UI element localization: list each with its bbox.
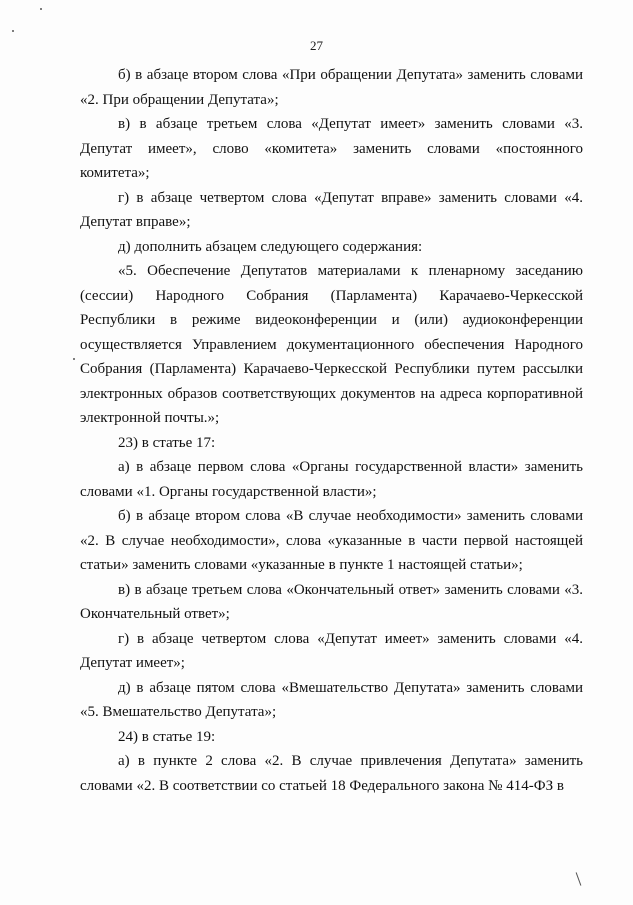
paragraph-art17-v: в) в абзаце третьем слова «Окончательный ответ» заменить словами «3. Окончательный ответ»; <box>80 581 583 622</box>
scan-speck <box>73 358 75 360</box>
paragraph-art17-b: б) в абзаце втором слова «В случае необходимости» заменить словами «2. В случае необходимости», слова «указанные в части первой настоящей статьи» заменить словами «указанные в пункте 1 настоящей статьи»; <box>80 508 583 573</box>
paragraph-new-abzac-5: «5. Обеспечение Депутатов материалами к пленарному заседанию (сессии) Народного Собрания (Парламента) Карачаево-Черкесской Республики в режиме видеоконференции и (или) аудиоконференции осуществляется Управлением документационного обеспечения Народного Собрания (Парламента) Карачаево-Черкесской Республики путем рассылки электронных образов соответствующих документов на адреса корпоративной электронной почты.»; <box>80 263 583 426</box>
paragraph-article-17-heading: 23) в статье 17: <box>118 434 216 451</box>
paragraph-amend-v-abzac-3: в) в абзаце третьем слова «Депутат имеет» заменить словами «3. Депутат имеет», слово «комитета» заменить словами «постоянного комитета»; <box>80 116 583 181</box>
paragraph-article-19-heading: 24) в статье 19: <box>118 728 216 745</box>
scan-speck <box>576 872 582 885</box>
page-number: 27 <box>310 38 323 53</box>
scan-speck <box>40 8 42 10</box>
paragraph-art17-g: г) в абзаце четвертом слова «Депутат имеет» заменить словами «4. Депутат имеет»; <box>80 630 583 671</box>
paragraph-art17-a: а) в абзаце первом слова «Органы государственной власти» заменить словами «1. Органы государственной власти»; <box>80 459 583 500</box>
paragraph-art17-d: д) в абзаце пятом слова «Вмешательство Депутата» заменить словами «5. Вмешательство Депутата»; <box>80 679 583 720</box>
paragraph-art19-a: а) в пункте 2 слова «2. В случае привлечения Депутата» заменить словами «2. В соответствии со статьей 18 Федерального закона № 414-ФЗ в <box>80 753 583 794</box>
document-body <box>80 63 583 798</box>
paragraph-amend-g-abzac-4: г) в абзаце четвертом слова «Депутат вправе» заменить словами «4. Депутат вправе»; <box>80 189 583 230</box>
paragraph-amend-b-abzac-2: б) в абзаце втором слова «При обращении Депутата» заменить словами «2. При обращении Депутата»; <box>80 67 583 108</box>
scan-speck <box>12 30 14 32</box>
paragraph-amend-d-add: д) дополнить абзацем следующего содержания: <box>118 238 423 255</box>
